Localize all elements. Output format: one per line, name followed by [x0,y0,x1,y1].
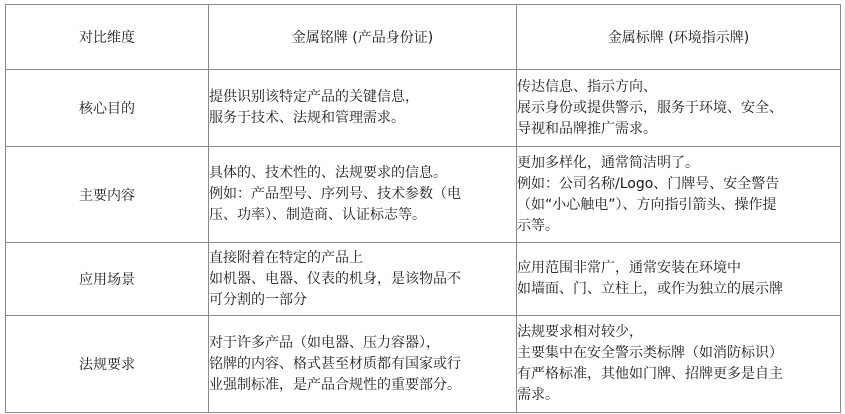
nameplate-cell [209,147,517,243]
cell-line: 如机器、电器、仪表的机身，是该物品不 [209,270,461,287]
cell-line: 法规要求相对较少， [517,324,643,340]
signage-cell [517,316,841,413]
cell-line: 有严格标准，其他如门牌、招牌更多是自主 [517,366,783,382]
cell-line: 需求。 [517,387,559,403]
cell-line: 具体的、技术性的、法规要求的信息。 [209,165,447,181]
cell-line: 业强制标准，是产品合规性的重要部分。 [209,376,461,393]
cell-line: 如墙面、门、立柱上，或作为独立的展示牌 [517,281,783,297]
cell-line: 可分割的一部分 [209,291,307,308]
signage-cell [517,243,841,316]
cell-line: 例如：产品型号、序列号、技术参数（电 [209,186,461,202]
cell-line: 示等。 [517,217,559,234]
header-signage: 金属标牌 (环境指示牌) [517,5,841,70]
cell-line: 提供识别该特定产品的关键信息， [209,89,419,105]
cell-line: 直接附着在特定的产品上 [209,249,363,266]
cell-line: （如“小心触电”）、方向指引箭头、操作提 [517,196,777,213]
cell-line: 传达信息、指示方向、 [517,78,657,95]
row-dimension: 应用场景 [6,243,209,316]
table-row [6,70,841,147]
cell-line: 主要集中在安全警示类标牌（如消防标识） [517,345,783,361]
cell-line: 例如：公司名称/Logo、门牌号、安全警告 [517,175,780,192]
table-row [6,316,841,413]
table-row [6,147,841,243]
comparison-table [5,4,841,413]
cell-line: 铭牌的内容、格式甚至材质都有国家或行 [209,355,461,372]
header-dimension: 对比维度 [6,5,209,70]
cell-line: 导视和品牌推广需求。 [517,120,657,137]
cell-line: 应用范围非常广，通常安装在环境中 [517,260,741,276]
cell-line: 对于许多产品（如电器、压力容器）， [209,334,440,351]
table-row [6,243,841,316]
cell-line: 服务于技术、法规和管理需求。 [209,110,405,126]
nameplate-cell [209,316,517,413]
header-nameplate: 金属铭牌 (产品身份证) [209,5,517,70]
cell-line: 更加多样化，通常简洁明了。 [517,154,699,171]
table-header-row [6,5,841,70]
cell-line: 压、功率）、制造商、认证标志等。 [209,207,426,223]
cell-line: 展示身份或提供警示，服务于环境、安全、 [517,99,783,116]
row-dimension: 法规要求 [6,316,209,413]
row-dimension: 核心目的 [6,70,209,147]
nameplate-cell [209,243,517,316]
nameplate-cell [209,70,517,147]
signage-cell [517,147,841,243]
signage-cell [517,70,841,147]
row-dimension: 主要内容 [6,147,209,243]
